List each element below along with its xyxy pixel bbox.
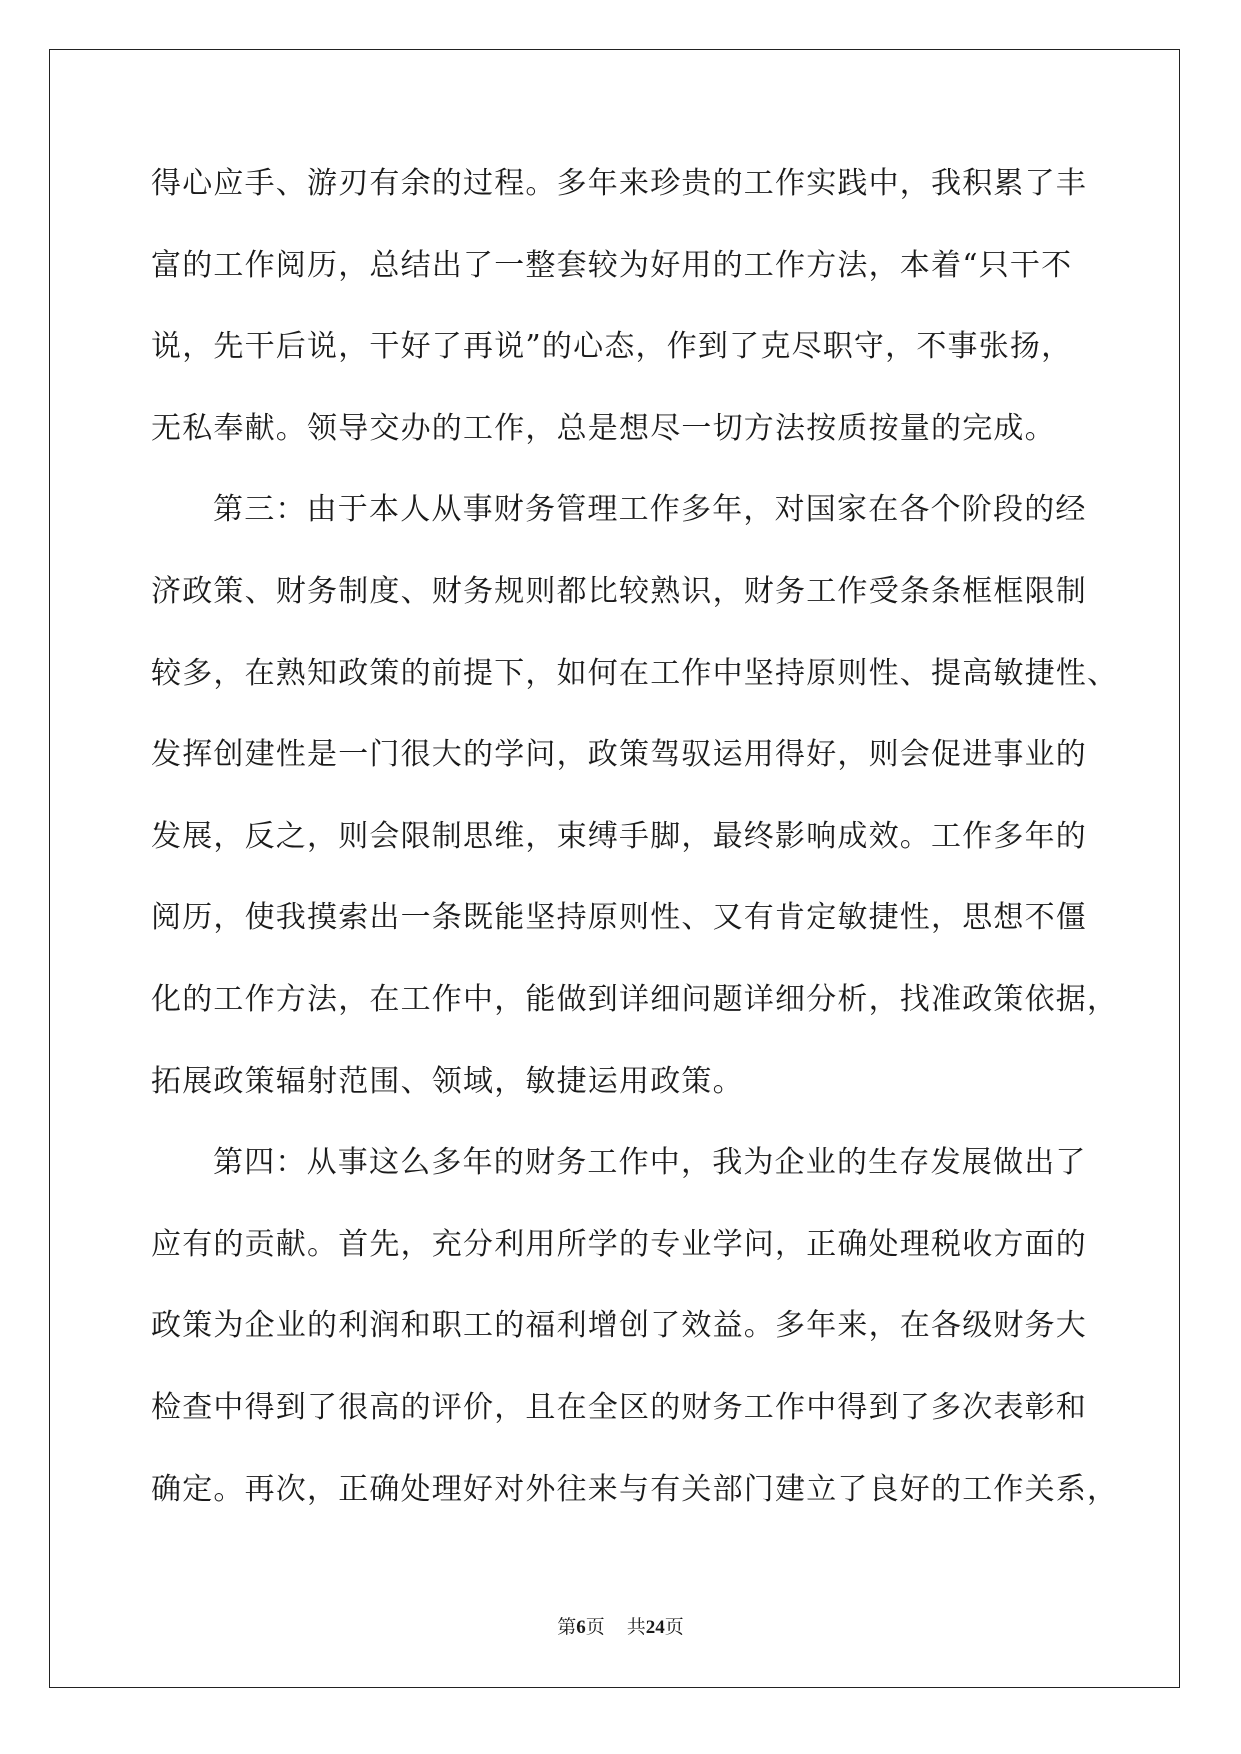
page-number: 6 — [576, 1617, 586, 1638]
text-line: 得心应手、游刃有余的过程。多年来珍贵的工作实践中，我积累了丰 — [151, 166, 1087, 201]
text-line: 阅历，使我摸索出一条既能坚持原则性、又有肯定敏捷性，思想不僵 — [151, 900, 1087, 936]
page-footer — [0, 1612, 1241, 1639]
document-body — [151, 156, 1119, 1543]
text-line: 检查中得到了很高的评价，且在全区的财务工作中得到了多次表彰和 — [151, 1389, 1087, 1425]
text-line: 应有的贡献。首先，充分利用所学的专业学问，正确处理税收方面的 — [151, 1226, 1087, 1262]
text-line: 无私奉献。领导交办的工作，总是想尽一切方法按质按量的完成。 — [151, 410, 1056, 446]
text-line: 发展，反之，则会限制思维，束缚手脚，最终影响成效。工作多年的 — [151, 818, 1087, 854]
text-line-paragraph-start: 第四：从事这么多年的财务工作中，我为企业的生存发展做出了 — [213, 1145, 1087, 1181]
text-line: 说，先干后说，干好了再说”的心态，作到了克尽职守，不事张扬， — [151, 329, 1073, 365]
text-line: 拓展政策辐射范围、领域，敏捷运用政策。 — [151, 1063, 744, 1099]
text-line: 确定。再次，正确处理好对外往来与有关部门建立了良好的工作关系， — [151, 1471, 1119, 1507]
text-line-paragraph-start: 第三：由于本人从事财务管理工作多年，对国家在各个阶段的经 — [213, 492, 1087, 528]
text-line: 政策为企业的利润和职工的福利增创了效益。多年来，在各级财务大 — [151, 1308, 1087, 1344]
total-prefix: 共 — [626, 1617, 646, 1638]
text-line: 济政策、财务制度、财务规则都比较熟识，财务工作受条条框框限制 — [151, 573, 1087, 609]
page-prefix: 第 — [557, 1617, 577, 1638]
page-suffix: 页 — [585, 1617, 605, 1638]
total-pages: 24 — [645, 1617, 665, 1638]
text-line: 富的工作阅历，总结出了一整套较为好用的工作方法，本着“只干不 — [151, 247, 1073, 283]
text-line: 化的工作方法，在工作中，能做到详细问题详细分析，找准政策依据， — [151, 981, 1119, 1017]
total-suffix: 页 — [664, 1617, 684, 1638]
text-line: 较多，在熟知政策的前提下，如何在工作中坚持原则性、提高敏捷性、 — [151, 655, 1119, 691]
text-line: 发挥创建性是一门很大的学问，政策驾驭运用得好，则会促进事业的 — [151, 737, 1087, 773]
